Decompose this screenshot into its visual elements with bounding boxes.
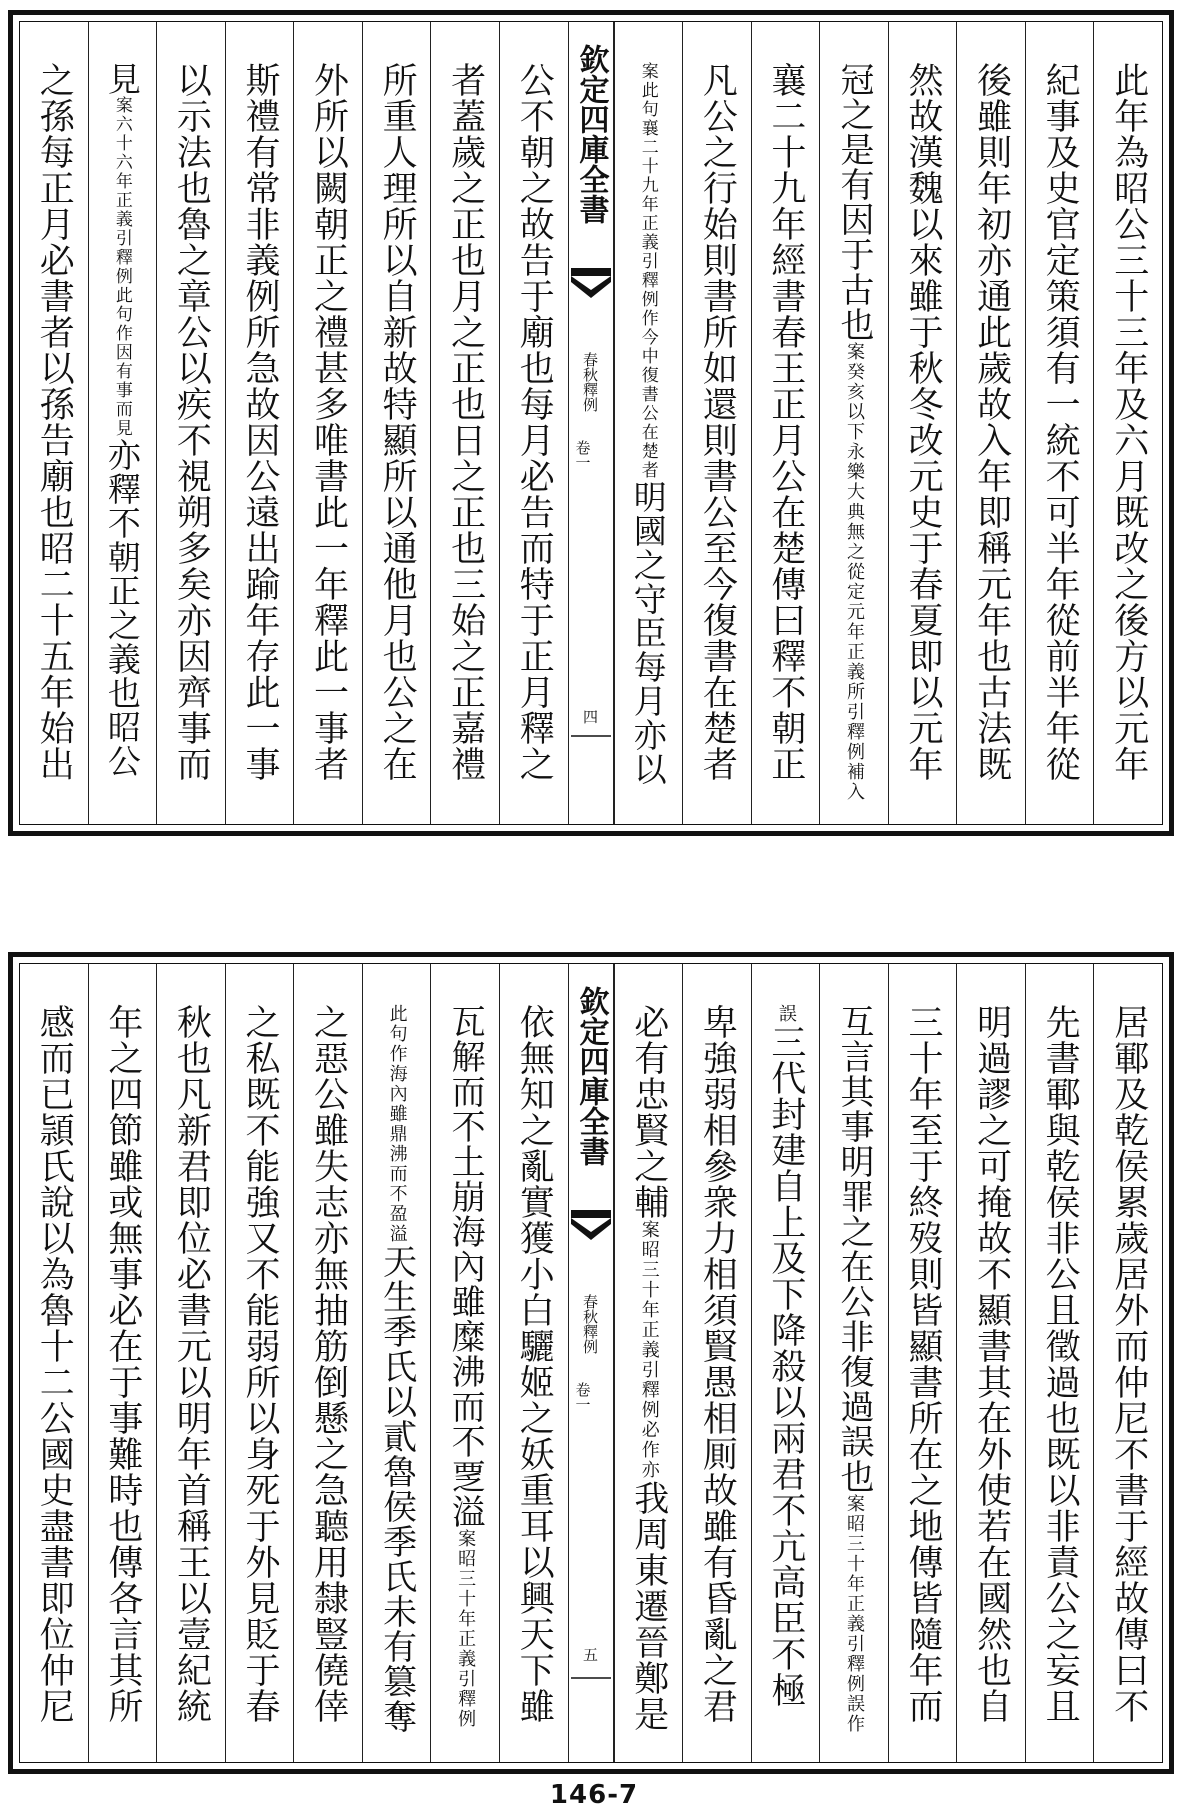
text-column	[20, 22, 88, 824]
main-text: 紀事及史官定策須有一統不可半年從前半年從	[1040, 62, 1081, 782]
text-column	[888, 22, 957, 824]
annotation: 案昭三十年正義引釋例必作亦	[638, 1220, 660, 1480]
column-text	[171, 62, 212, 782]
column-text	[102, 1004, 143, 1724]
text-column	[225, 22, 294, 824]
column-text	[34, 62, 75, 782]
section-title: 春秋釋例	[581, 1294, 599, 1354]
section-title: 春秋釋例	[581, 352, 599, 412]
text-column	[293, 22, 362, 824]
main-text: 我周東遷晉鄭是	[628, 1480, 669, 1732]
annotation: 案昭三十年正義引釋例誤作	[843, 1494, 865, 1734]
main-text: 所重人理所以自新故特顯所以通他月也公之在	[377, 62, 418, 782]
column-text	[833, 62, 874, 802]
column-text	[445, 1004, 486, 1729]
main-text: 此年為昭公三十三年及六月既改之後方以元年	[1108, 62, 1149, 782]
volume-label: 卷一	[573, 440, 592, 470]
text-column	[362, 964, 431, 1762]
fishtail-mark-icon	[571, 1210, 611, 1244]
column-text	[514, 62, 555, 782]
upper-page-columns	[19, 21, 1163, 825]
main-text: 明國之守臣每月亦以	[628, 480, 668, 786]
column-text	[1040, 1004, 1081, 1724]
column-text	[628, 62, 668, 786]
text-column	[1025, 22, 1094, 824]
main-text: 襄二十九年經書春王正月公在楚傳曰釋不朝正	[765, 62, 806, 782]
main-text: 冠之是有因于古也	[833, 62, 874, 342]
text-column	[430, 22, 499, 824]
text-column	[225, 964, 294, 1762]
text-column	[751, 22, 820, 824]
text-column	[430, 964, 499, 1762]
column-text	[308, 1004, 349, 1724]
text-column	[1025, 964, 1094, 1762]
main-text: 外所以闕朝正之禮甚多唯書此一年釋此一事者	[308, 62, 349, 782]
main-text: 者蓋歲之正也月之正也日之正也三始之正嘉禮	[445, 62, 486, 782]
column-text	[102, 62, 142, 778]
fishtail-mark-icon	[571, 268, 611, 302]
column-text	[239, 1004, 280, 1724]
volume-label: 卷一	[573, 1382, 592, 1412]
leaf-number: 四	[581, 709, 599, 724]
upper-page	[8, 10, 1174, 836]
main-text: 公不朝之故告于廟也每月必告而特于正月釋之	[514, 62, 555, 782]
text-column	[1093, 22, 1162, 824]
main-text: 亦釋不朝正之義也昭公	[102, 438, 142, 778]
text-column	[956, 22, 1025, 824]
leaf-number: 五	[581, 1647, 599, 1662]
lower-rule-icon	[571, 1674, 611, 1702]
main-text: 卑強弱相參衆力相須賢愚相厠故雖有昏亂之君	[697, 1004, 738, 1724]
text-column	[614, 22, 683, 824]
column-text	[765, 1004, 806, 1708]
text-column	[819, 964, 888, 1762]
main-text: 感而已頴氏說以為魯十二公國史盡書即位仲尼	[34, 1004, 75, 1724]
lower-rule-icon	[571, 732, 611, 760]
annotation: 案六十六年正義引釋例此句作因有事而見	[111, 96, 132, 438]
text-column	[888, 964, 957, 1762]
main-text: 三代封建自上及下降殺以兩君不亢高臣不極	[765, 1024, 806, 1708]
annotation: 此句作海內雖鼎沸而不盈溢	[386, 1004, 408, 1244]
annotation: 誤	[775, 1004, 797, 1024]
main-text: 依無知之亂實獲小白驪姬之妖重耳以興天下雖	[514, 1004, 555, 1724]
column-text	[377, 62, 418, 782]
main-text: 之惡公雖失志亦無抽筋倒懸之急聽用隸豎僥倖	[308, 1004, 349, 1724]
column-text	[697, 62, 738, 782]
main-text: 凡公之行始則書所如還則書公至今復書在楚者	[697, 62, 738, 782]
text-column	[819, 22, 888, 824]
column-text	[514, 1004, 555, 1724]
text-column	[20, 964, 88, 1762]
text-column	[956, 964, 1025, 1762]
main-text: 秋也凡新君即位必書元以明年首稱王以壹紀統	[171, 1004, 212, 1724]
text-column	[156, 22, 225, 824]
text-column	[682, 964, 751, 1762]
main-text: 三十年至于終歿則皆顯書所在之地傳皆隨年而	[903, 1004, 944, 1724]
book-title: 欽定四庫全書	[573, 986, 609, 1166]
page-label: 146-7	[549, 1780, 639, 1810]
column-text	[697, 1004, 738, 1724]
main-text: 互言其事明罪之在公非復過誤也	[833, 1004, 874, 1494]
column-text	[34, 1004, 75, 1724]
text-column	[499, 964, 568, 1762]
center-margin	[568, 964, 614, 1762]
book-title: 欽定四庫全書	[573, 44, 609, 224]
text-column	[682, 22, 751, 824]
column-text	[903, 62, 944, 782]
text-column	[362, 22, 431, 824]
main-text: 斯禮有常非義例所急故因公遠出踰年存此一事	[239, 62, 280, 782]
column-text	[971, 1004, 1012, 1724]
main-text: 居鄆及乾侯累歲居外而仲尼不書于經故傳曰不	[1108, 1004, 1149, 1724]
column-text	[628, 1004, 669, 1732]
main-text: 以示法也魯之章公以疾不視朔多矣亦因齊事而	[171, 62, 212, 782]
annotation: 案癸亥以下永樂大典無之從定元年正義所引釋例補入	[843, 342, 865, 802]
main-text: 必有忠賢之輔	[628, 1004, 669, 1220]
text-column	[88, 964, 157, 1762]
main-text: 後雖則年初亦通此歲故入年即稱元年也古法既	[971, 62, 1012, 782]
column-text	[1108, 62, 1149, 782]
main-text: 之孫每正月必書者以孫告廟也昭二十五年始出	[34, 62, 75, 782]
column-text	[765, 62, 806, 782]
center-margin	[568, 22, 614, 824]
text-column	[1093, 964, 1162, 1762]
text-column	[614, 964, 683, 1762]
column-text	[903, 1004, 944, 1724]
annotation: 案昭三十年正義引釋例	[455, 1529, 477, 1729]
text-column	[88, 22, 157, 824]
column-text	[376, 1004, 417, 1734]
main-text: 然故漢魏以來雖于秋冬改元史于春夏即以元年	[903, 62, 944, 782]
main-text: 年之四節雖或無事必在于事難時也傳各言其所	[102, 1004, 143, 1724]
column-text	[308, 62, 349, 782]
main-text: 天生季氏以貳魯侯季氏未有篡奪	[376, 1244, 417, 1734]
column-text	[833, 1004, 874, 1734]
lower-page-columns	[19, 963, 1163, 1763]
text-column	[751, 964, 820, 1762]
text-column	[293, 964, 362, 1762]
main-text: 見	[102, 62, 142, 96]
text-column	[499, 22, 568, 824]
column-text	[445, 62, 486, 782]
annotation: 案此句襄二十九年正義引釋例作今中復書公在楚者	[637, 62, 658, 480]
lower-page	[8, 952, 1174, 1774]
main-text: 瓦解而不土崩海內雖糜沸而不覂溢	[445, 1004, 486, 1529]
main-text: 之私既不能強又不能弱所以身死于外見貶于春	[239, 1004, 280, 1724]
main-text: 明過謬之可掩故不顯書其在外使若在國然也自	[971, 1004, 1012, 1724]
main-text: 先書鄆與乾侯非公且徵過也既以非責公之妄且	[1040, 1004, 1081, 1724]
column-text	[239, 62, 280, 782]
column-text	[971, 62, 1012, 782]
text-column	[156, 964, 225, 1762]
column-text	[171, 1004, 212, 1724]
column-text	[1040, 62, 1081, 782]
column-text	[1108, 1004, 1149, 1724]
